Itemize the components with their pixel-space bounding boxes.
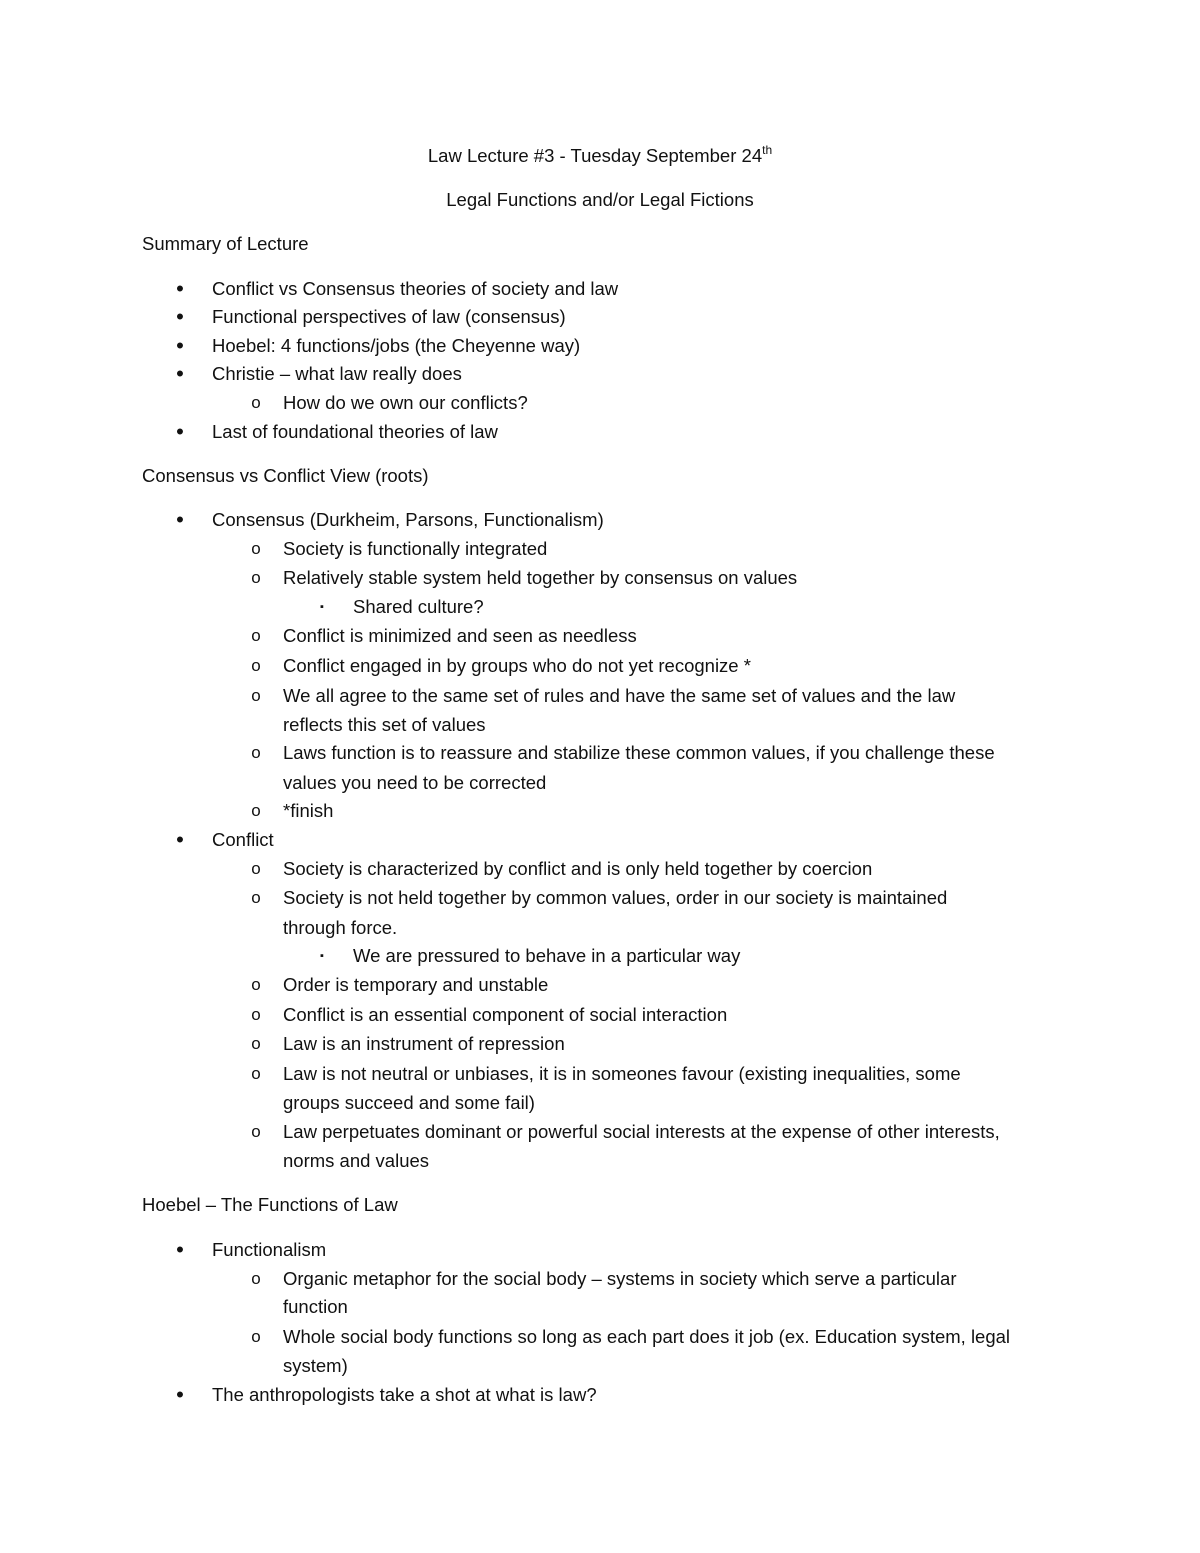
square-bullet-marker: ▪ <box>320 601 324 613</box>
list-item: *finish <box>283 800 334 821</box>
list-item: Order is temporary and unstable <box>283 974 549 995</box>
list-item-continuation: function <box>283 1296 348 1317</box>
sub-bullet-marker: o <box>251 1122 261 1141</box>
list-item: How do we own our conflicts? <box>283 392 528 413</box>
list-item: Consensus (Durkheim, Parsons, Functionalism) <box>212 509 604 530</box>
sub-bullet-marker: o <box>251 568 261 587</box>
sub-bullet-marker: o <box>251 859 261 878</box>
section-heading: Consensus vs Conflict View (roots) <box>142 465 429 486</box>
document-title <box>0 145 1200 167</box>
list-item: Hoebel: 4 functions/jobs (the Cheyenne way) <box>212 335 581 356</box>
document-title-text: Law Lecture #3 - Tuesday September 24 <box>427 145 763 166</box>
list-item-continuation: values you need to be corrected <box>283 772 547 793</box>
list-item-continuation: system) <box>283 1355 348 1376</box>
bullet-marker: • <box>176 361 184 386</box>
sub-bullet-marker: o <box>251 626 261 645</box>
list-item-continuation: norms and values <box>283 1150 430 1171</box>
list-item: Laws function is to reassure and stabilize these common values, if you challenge these <box>283 742 995 763</box>
list-item: Conflict engaged in by groups who do not yet recognize * <box>283 655 751 676</box>
list-item: The anthropologists take a shot at what is law? <box>212 1384 597 1405</box>
bullet-marker: • <box>176 1382 184 1407</box>
bullet-marker: • <box>176 507 184 532</box>
list-item: We are pressured to behave in a particular way <box>353 945 741 966</box>
list-item: Conflict is an essential component of social interaction <box>283 1004 728 1025</box>
list-item: Functional perspectives of law (consensus) <box>212 306 566 327</box>
bullet-marker: • <box>176 333 184 358</box>
sub-bullet-marker: o <box>251 539 261 558</box>
sub-bullet-marker: o <box>251 656 261 675</box>
sub-bullet-marker: o <box>251 1005 261 1024</box>
list-item: Conflict is minimized and seen as needless <box>283 625 637 646</box>
document-title-superscript: th <box>762 143 773 157</box>
list-item: Organic metaphor for the social body – systems in society which serve a particular <box>283 1268 957 1289</box>
bullet-marker: • <box>176 276 184 301</box>
list-item: Last of foundational theories of law <box>212 421 498 442</box>
list-item: Shared culture? <box>353 596 484 617</box>
list-item-continuation: through force. <box>283 917 398 938</box>
bullet-marker: • <box>176 827 184 852</box>
square-bullet-marker: ▪ <box>320 950 324 962</box>
list-item: Relatively stable system held together by consensus on values <box>283 567 798 588</box>
list-item-continuation: groups succeed and some fail) <box>283 1092 535 1113</box>
sub-bullet-marker: o <box>251 686 261 705</box>
sub-bullet-marker: o <box>251 743 261 762</box>
list-item: Society is characterized by conflict and is only held together by coercion <box>283 858 873 879</box>
sub-bullet-marker: o <box>251 1327 261 1346</box>
section-heading: Summary of Lecture <box>142 233 309 254</box>
document-subtitle: Legal Functions and/or Legal Fictions <box>446 189 754 210</box>
list-item: Conflict vs Consensus theories of society and law <box>212 278 619 299</box>
list-item: Society is not held together by common values, order in our society is maintained <box>283 887 948 908</box>
bullet-marker: • <box>176 304 184 329</box>
list-item: Christie – what law really does <box>212 363 462 384</box>
sub-bullet-marker: o <box>251 393 261 412</box>
list-item: Conflict <box>212 829 274 850</box>
list-item: Law is an instrument of repression <box>283 1033 565 1054</box>
list-item: Whole social body functions so long as each part does it job (ex. Education system, legal <box>283 1326 1011 1347</box>
list-item: We all agree to the same set of rules and have the same set of values and the law <box>283 685 956 706</box>
sub-bullet-marker: o <box>251 801 261 820</box>
list-item: Law perpetuates dominant or powerful social interests at the expense of other interests, <box>283 1121 1000 1142</box>
sub-bullet-marker: o <box>251 1269 261 1288</box>
sub-bullet-marker: o <box>251 888 261 907</box>
sub-bullet-marker: o <box>251 975 261 994</box>
sub-bullet-marker: o <box>251 1034 261 1053</box>
list-item: Society is functionally integrated <box>283 538 548 559</box>
list-item: Law is not neutral or unbiases, it is in someones favour (existing inequalities, some <box>283 1063 961 1084</box>
sub-bullet-marker: o <box>251 1064 261 1083</box>
list-item: Functionalism <box>212 1239 327 1260</box>
bullet-marker: • <box>176 1237 184 1262</box>
list-item-continuation: reflects this set of values <box>283 714 486 735</box>
section-heading: Hoebel – The Functions of Law <box>142 1194 398 1215</box>
bullet-marker: • <box>176 419 184 444</box>
